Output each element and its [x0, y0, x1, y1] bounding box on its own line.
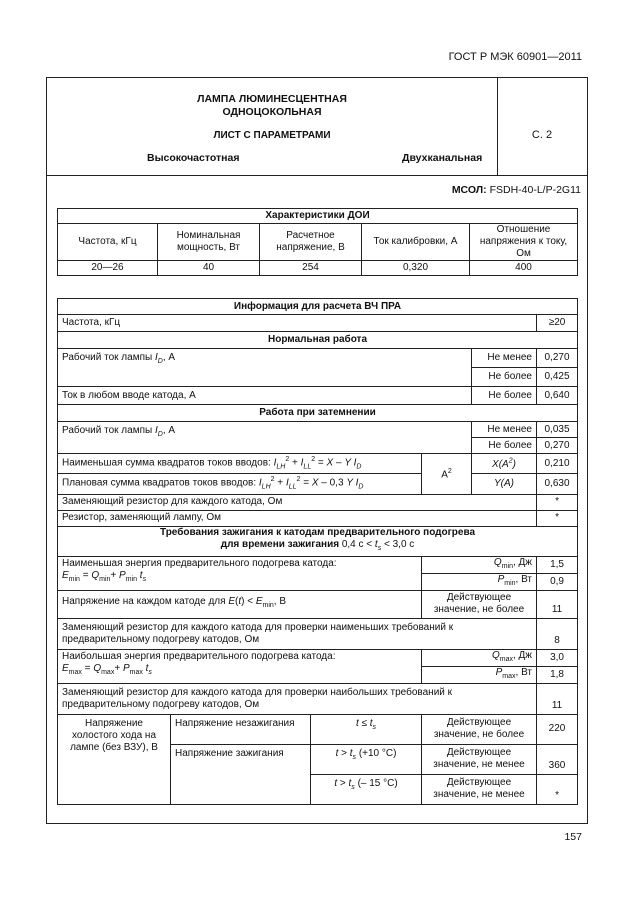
emin-label: Наименьшая энергия предварительного подогрева катода: $E_{min} = Q_{min}+ P_{min}$ $t_s$: [58, 556, 422, 590]
normal-min-label: Не менее: [472, 349, 537, 368]
normal-mode-title: Нормальная работа: [58, 332, 578, 349]
qmax-label: $Q_{max}$, Дж: [422, 649, 537, 666]
qmin-value: 1,5: [537, 556, 578, 573]
hf-title: Информация для расчета ВЧ ПРА: [58, 299, 578, 315]
doi-value-power: 40: [158, 261, 260, 276]
emax-text: Наибольшая энергия предварительного подогрева катода:: [62, 650, 336, 662]
sheet-title-line1: ЛАМПА ЛЮМИНЕСЦЕНТНАЯ: [197, 93, 347, 105]
dim-lamp-current-label: Рабочий ток лампы $I_D$, А: [58, 422, 472, 454]
cathode-voltage-label: Напряжение на каждом катоде для $E(t) < E_{min}$, В: [58, 590, 422, 618]
header-divider: [497, 78, 498, 175]
doi-table: [57, 208, 578, 276]
ignition-label: Напряжение зажигания: [171, 744, 311, 804]
cond3: $t > t_s$ (– 15 °С): [311, 774, 422, 804]
dim-min-label: Не менее: [472, 422, 537, 438]
sheet-right-label: Двухканальная: [402, 152, 483, 164]
ignition-title-line1: Требования зажигания к катодам предварительного подогрева: [159, 527, 476, 539]
ocv-value3: *: [537, 774, 578, 804]
sheet-header: [47, 78, 587, 176]
freq-value: ≥20: [537, 315, 578, 332]
least-sum-text: Наименьшая сумма квадратов токов вводов:: [62, 457, 271, 469]
pmax-label: $P_{max}$, Вт: [422, 666, 537, 683]
dim-lamp-current-unit: , А: [162, 425, 176, 436]
doi-value-voltage: 254: [260, 261, 362, 276]
normal-min-value: 0,270: [537, 349, 578, 368]
normal-max-label: Не более: [472, 368, 537, 387]
plan-sum-label: Плановая сумма квадратов токов вводов: $I_{LH}^2 + I_{LL}^2 = X - 0,3$ Y $I_D$: [58, 474, 422, 494]
doi-header-power: Номинальная мощность, Вт: [158, 224, 260, 261]
sheet-page-ref: С. 2: [531, 129, 553, 141]
cathode-voltage-eff-label: Действующее значение, не более: [422, 590, 537, 618]
doi-header-frequency: Частота, кГц: [58, 224, 158, 261]
pmin-label: $P_{min}$, Вт: [422, 573, 537, 590]
doi-header-voltage: Расчетное напряжение, В: [260, 224, 362, 261]
x-value: 0,210: [537, 454, 578, 474]
cond2: $t > t_s$ (+10 °С): [311, 744, 422, 774]
cathode-current-value: 0,640: [537, 387, 578, 405]
doi-value-ratio: 400: [470, 261, 578, 276]
ocv-value1: 220: [537, 714, 578, 744]
emax-label: Наибольшая энергия предварительного подогрева катода: $E_{max} = Q_{max}+ P_{max}$ $t_s$: [58, 649, 422, 683]
qmax-value: 3,0: [537, 649, 578, 666]
parameter-sheet-frame: [46, 77, 588, 824]
ignition-title-line2: для времени зажигания 0,4 $с < t_s < 3,0$ с: [220, 539, 415, 553]
pmin-value: 0,9: [537, 573, 578, 590]
a2-unit: $A^2$: [422, 454, 472, 495]
doi-header-current: Ток калибровки, А: [362, 224, 470, 261]
least-sum-label: Наименьшая сумма квадратов токов вводов: $I_{LH}^2 + I_{LL}^2 = X - Y$ $I_D$: [58, 454, 422, 474]
doi-header-ratio: Отношение напряжения к току, Ом: [470, 224, 578, 261]
hf-ballast-table: [57, 298, 578, 805]
cond2-eff-label: Действующее значение, не менее: [422, 744, 537, 774]
cond1: $t \le t_s$: [311, 714, 422, 744]
dim-max-value: 0,270: [537, 438, 578, 454]
sheet-title-line2: ОДНОЦОКОЛЬНАЯ: [222, 106, 322, 118]
lamp-current-unit: , А: [162, 352, 176, 363]
doi-value-frequency: 20—26: [58, 261, 158, 276]
msol-designation: [452, 184, 581, 196]
pmax-value: 1,8: [537, 666, 578, 683]
cathode-voltage-text: Напряжение на каждом катоде для: [62, 596, 226, 608]
dim-max-label: Не более: [472, 438, 537, 454]
freq-label: Частота, кГц: [58, 315, 537, 332]
normal-lamp-current-label: Рабочий ток лампы $I_D$, А: [58, 349, 472, 387]
cond1-eff-label: Действующее значение, не более: [422, 714, 537, 744]
cathode-current-max-label: Не более: [472, 387, 537, 405]
doi-title: Характеристики ДОИ: [58, 209, 578, 224]
lamp-current-text: Рабочий ток лампы: [62, 352, 153, 363]
doi-value-current: 0,320: [362, 261, 470, 276]
cathode-voltage-unit: , В: [273, 596, 287, 608]
x-label: $X(A^2)$: [472, 454, 537, 474]
lamp-resistor-value: *: [537, 510, 578, 526]
a2-text: A: [441, 469, 448, 481]
cond3-eff-label: Действующее значение, не менее: [422, 774, 537, 804]
sub-res-max-value: 11: [537, 683, 578, 714]
lamp-resistor-label: Резистор, заменяющий лампу, Ом: [58, 510, 537, 526]
sub-res-min-label: Заменяющий резистор для каждого катода для проверки наименьших требований к предварительному подогреву катодов, Ом: [58, 618, 537, 649]
sub-resistor-label: Заменяющий резистор для каждого катода, Ом: [58, 494, 537, 510]
sub-resistor-value: *: [537, 494, 578, 510]
msol-value: FSDH-40-L/P-2G11: [489, 184, 581, 196]
sheet-subtitle: ЛИСТ С ПАРАМЕТРАМИ: [213, 130, 331, 141]
x-label-text: X(A: [492, 459, 509, 471]
normal-max-value: 0,425: [537, 368, 578, 387]
sub-res-min-value: 8: [537, 618, 578, 649]
cathode-current-label: Ток в любом вводе катода, А: [58, 387, 472, 405]
page-number: 157: [564, 831, 582, 843]
sub-res-max-label: Заменяющий резистор для каждого катода для проверки наибольших требований к предварительному подогреву катодов, Ом: [58, 683, 537, 714]
emin-text: Наименьшая энергия предварительного подогрева катода:: [62, 557, 337, 569]
sheet-left-label: Высокочастотная: [147, 152, 240, 164]
sheet-title: [47, 93, 497, 119]
ocv-value2: 360: [537, 744, 578, 774]
msol-label: МСОЛ:: [451, 184, 487, 196]
dim-mode-title: Работа при затемнении: [58, 405, 578, 422]
y-label: Y(A): [472, 474, 537, 494]
plan-sum-text: Плановая сумма квадратов токов вводов:: [62, 477, 257, 489]
ocv-label: Напряжение холостого хода на лампе (без ВЗУ), В: [58, 714, 171, 804]
dim-lamp-current-text: Рабочий ток лампы: [62, 425, 153, 436]
cathode-voltage-value: 11: [537, 590, 578, 618]
ignition-title: [58, 526, 578, 556]
qmin-label: $Q_{min}$, Дж: [422, 556, 537, 573]
dim-min-value: 0,035: [537, 422, 578, 438]
y-value: 0,630: [537, 474, 578, 494]
standard-header: ГОСТ Р МЭК 60901—2011: [448, 51, 582, 63]
no-ignition-label: Напряжение незажигания: [171, 714, 311, 744]
